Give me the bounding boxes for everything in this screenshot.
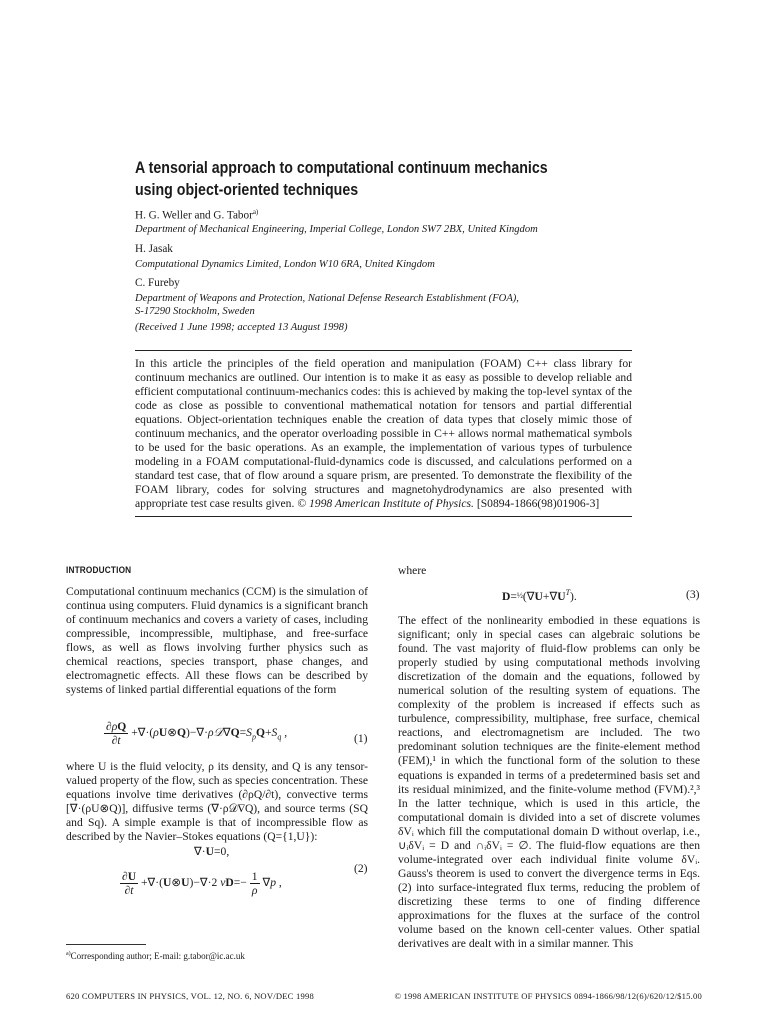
received-dates: (Received 1 June 1998; accepted 13 August 1998): [135, 322, 348, 333]
abstract: [135, 357, 632, 517]
author-1-name: H. G. Weller and G. Tabor: [135, 209, 253, 222]
footer-copyright: © 1998 AMERICAN INSTITUTE OF PHYSICS 0894-1866/98/12(6)/620/12/$15.00: [394, 991, 702, 1001]
equation-3-number: (3): [686, 588, 700, 601]
section-heading-introduction: INTRODUCTION: [66, 565, 132, 576]
article-title-line-1: A tensorial approach to computational continuum mechanics: [135, 159, 548, 177]
author-3-affiliation-line-2: S-17290 Stockholm, Sweden: [135, 306, 255, 317]
eq1-rest: $+\nabla\cdot(\rho U\otimes Q)-\nabla\cdot\rho 𝒟\nabla Q=S_pQ+S_q$ ,: [131, 726, 288, 742]
eq2-end: ∇p ,: [262, 876, 282, 890]
eq2-middle: +∇·(U⊗U)−∇·2 νD=−: [141, 876, 247, 890]
footnote-marker: a): [66, 951, 71, 957]
abstract-copyright: © 1998 American Institute of Physics.: [297, 497, 474, 511]
author-1-affiliation: Department of Mechanical Engineering, Imperial College, London SW7 2BX, United Kingdom: [135, 224, 538, 235]
abstract-code: [S0894-1866(98)01906-3]: [476, 497, 600, 511]
right-column-paragraph: [398, 614, 700, 951]
footnote: [66, 951, 245, 961]
equation-3: $D=\frac{1}{2}(\nabla U+\nabla U^T)$.: [502, 588, 577, 603]
equation-2b: [120, 870, 282, 897]
eq2-time-derivative: $\frac{\partial U}{\partial t}$: [122, 870, 137, 897]
author-2-affiliation: Computational Dynamics Limited, London W10 6RA, United Kingdom: [135, 259, 435, 270]
footnote-rule: [66, 944, 146, 945]
intro-paragraph-2-text: where U is the fluid velocity, ρ its density, and Q is any tensor-valued property of the flow, such as species concentration. These equations involve time derivatives (∂ρQ/∂t), convective terms [∇·(ρU⊗Q)], diffusive terms (∇·ρ𝒟∇Q), and source terms (SQ and Sq). A simple example is that of incompressible flow as described by the Navier–Stokes equations (Q={1,U}):: [66, 760, 368, 844]
equation-2a: ∇·U=0,: [194, 845, 230, 858]
equation-1: [104, 720, 287, 747]
article-title: [135, 157, 582, 201]
footnote-text: Corresponding author; E-mail: g.tabor@ic.ac.uk: [70, 951, 245, 961]
abstract-body: In this article the principles of the field operation and manipulation (FOAM) C++ class library for continuum mechanics are outlined. Our intention is to make it as easy as possible to develop reliable and efficient computational continuum-mechanics codes: this is achieved by making the top-level syntax of the code as close as possible to conventional mathematical notation for tensors and partial differential equations. Object-orientation techniques enable the creation of data types that closely mimic those of continuum mechanics, and the operator overloading possible in C++ allows normal mathematical symbols to be used for the basic operations. As an example, the implementation of various types of turbulence modeling in a FOAM computational-fluid-dynamics code is discussed, and calculations performed on a standard test case, that of flow around a square prism, are presented. To demonstrate the flexibility of the FOAM library, codes for solving structures and magnetohydrodynamics are also presented with appropriate test case results given.: [135, 357, 632, 511]
right-column-paragraph-text: The effect of the nonlinearity embodied in these equations is significant; only in special cases can algebraic solutions be found. The vast majority of fluid-flow problems can only be properly studied by using computational methods involving discretization of the domain and the equations, followed by numerical solution of the resulting system of equations. The complexity of the problem is increased if effects such as turbulence, compressibility, multiphase, free surface, chemical reactions, and electromagnetism are included. The two predominant solution techniques are the finite-element method (FEM),¹ in which the functional form of the solution to these equations is expanded in terms of a predetermined basis set and its residual minimized, and the finite-volume method (FVM).²,³ In the latter technique, which is used in this article, the computational domain is divided into a set of discrete volumes δVᵢ which fill the computational domain D without overlap, i.e., ∪ᵢδVᵢ = D and ∩ᵢδVᵢ = ∅. The fluid-flow equations are then volume-integrated over each individual finite volume δVᵢ. Gauss's theorem is used to convert the divergence terms in Eqs. (2) into surface-integrated flux terms, reducing the problem of discretizing these terms to one of finding difference approximations for the fluxes at the surface of the control volume based on the known cell-center values. Other spatial derivatives are dealt with in a similar manner. This: [398, 614, 700, 951]
footer-journal-info: 620 COMPUTERS IN PHYSICS, VOL. 12, NO. 6, NOV/DEC 1998: [66, 991, 314, 1001]
author-1: [135, 208, 258, 222]
author-2-name: H. Jasak: [135, 243, 173, 255]
equation-1-number: (1): [354, 732, 368, 745]
eq1-time-derivative: $\frac{\partial\rho Q}{\partial t}$: [106, 720, 127, 747]
equation-2-number: (2): [354, 862, 368, 875]
author-3-affiliation-line-1: Department of Weapons and Protection, National Defense Research Establishment (FOA),: [135, 293, 519, 304]
author-1-footnote-marker: a): [252, 208, 259, 216]
eq2-pressure-fraction: $\frac{1}{\rho}$: [251, 870, 258, 897]
right-column-where: where: [398, 564, 427, 577]
intro-paragraph-1-text: Computational continuum mechanics (CCM) is the simulation of continua using computers. Fluid dynamics is a significant branch of continuum mechanics and covers a variety of cases, including compressible, incompressible, multiphase, and free-surface flows, as well as flows involving further physics such as chemical reactions, species transport, phase changes, and electromagnetic effects. All these flows can be described by systems of linked partial differential equations of the form: [66, 585, 368, 697]
intro-paragraph-2: [66, 760, 368, 844]
intro-paragraph-1: [66, 585, 368, 697]
abstract-top-rule: [135, 350, 632, 351]
author-3-name: C. Fureby: [135, 277, 180, 289]
article-title-line-2: using object-oriented techniques: [135, 181, 359, 199]
